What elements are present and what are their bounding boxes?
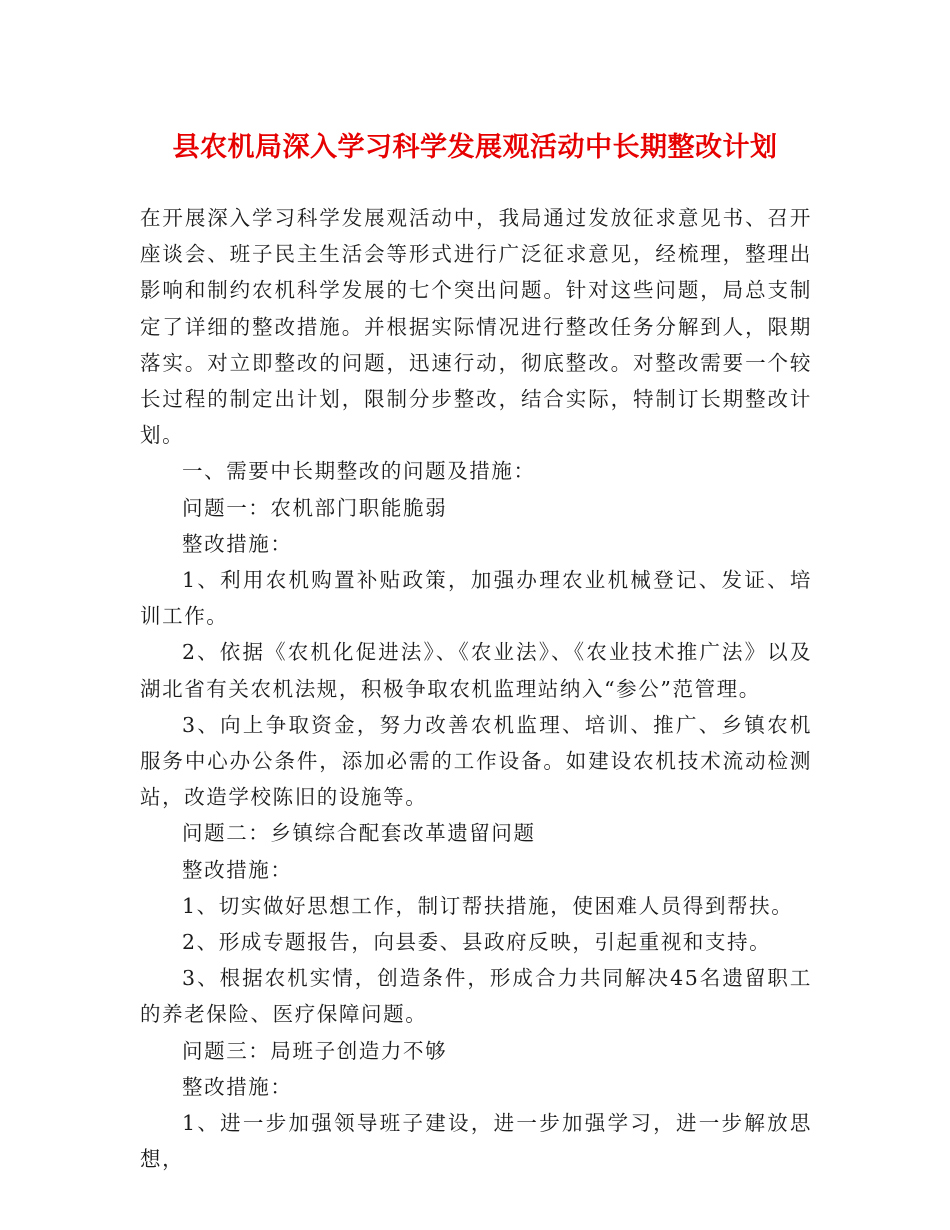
paragraph: 一、需要中长期整改的问题及措施： [182,459,536,484]
paragraph: 整改措施： [182,1074,293,1099]
document-body [140,200,812,1177]
paragraph: 2、形成专题报告，向县委、县政府反映，引起重视和支持。 [182,930,772,955]
paragraph: 问题二：乡镇综合配套改革遗留问题 [182,821,536,846]
paragraph: 2、依据《农机化促进法》、《农业法》、《农业技术推广法》以及湖北省有关农机法规，积极争取农机监理站纳入“参公”范管理。 [140,640,812,701]
paragraph: 1、切实做好思想工作，制订帮扶措施，使困难人员得到帮扶。 [182,893,794,918]
paragraph: 3、向上争取资金，努力改善农机监理、培训、推广、乡镇农机服务中心办公条件，添加必需的工作设备。如建设农机技术流动检测站，改造学校陈旧的设施等。 [140,712,812,810]
paragraph: 1、进一步加强领导班子建设，进一步加强学习，进一步解放思想， [140,1111,812,1172]
paragraph: 问题三：局班子创造力不够 [182,1038,448,1063]
paragraph: 3、根据农机实情，创造条件，形成合力共同解决45名遗留职工的养老保险、医疗保障问题。 [140,966,812,1027]
paragraph: 整改措施： [182,531,293,556]
paragraph: 在开展深入学习科学发展观活动中，我局通过发放征求意见书、召开座谈会、班子民主生活会等形式进行广泛征求意见，经梳理，整理出影响和制约农机科学发展的七个突出问题。针对这些问题，局总支制定了详细的整改措施。并根据实际情况进行整改任务分解到人，限期落实。对立即整改的问题，迅速行动，彻底整改。对整改需要一个较长过程的制定出计划，限制分步整改，结合实际，特制订长期整改计划。 [140,206,812,448]
document-title: 县农机局深入学习科学发展观活动中长期整改计划 [172,132,778,163]
paragraph: 整改措施： [182,857,293,882]
paragraph: 问题一：农机部门职能脆弱 [182,495,448,520]
paragraph: 1、利用农机购置补贴政策，加强办理农业机械登记、发证、培训工作。 [140,568,812,629]
